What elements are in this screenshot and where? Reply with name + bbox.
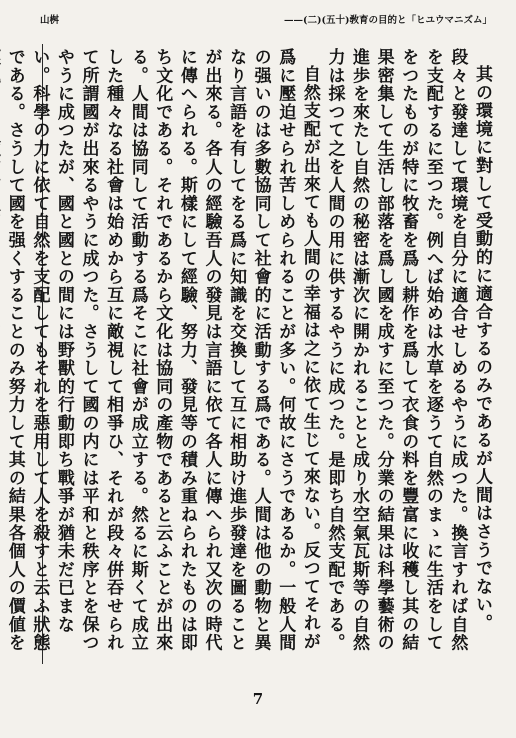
- body-text: [4, 48, 494, 658]
- paragraph: 自然支配が出來ても人間の幸福は之に依て生じて來ない。反つてそれが爲に壓迫せられ苦しめられることが多い。何故にさうであるか。一般人間の强いのは多數協同して社會的に活動する爲である。人間は他の動物と異なり言語を有してをる爲に知識を交換して互に相助け進歩發達を圖ることが出來る。各人の經驗吾人の發見は言語に依て各人に傳へられ又次の時代に傳へられる。斯樣にして經驗、努力、發見等の積み重ねられたものは即ち文化である。それであるから文化は協同の產物であると云ふことが出來る。人間は協同して活動する爲そこに社會が成立する。然るに斯くて成立した種々なる社會は始めから互に敵視して相爭ひ、それが段々倂吞せられて所謂國が出來るやうに成つた。さうして國の内には平和と秩序とを保つやうに成つたが、國と國との間には野獸的行動即ち戰爭が猶未だ已まない。科學の力に依て自然を支配してもそれを惡用して人を殺すと云ふ狀態である。さうして國を强くすることのみ努力して其の結果各個人の價値を: [4, 48, 320, 652]
- paragraph: 其の環境に對して受動的に適合するのみであるが人間はさうでない。段々と發達して環境を自分に適合せしめるやうに成つた。換言すれば自然を支配するに至つた。例へば始めは水草を逐うて自然のまゝに生活をしてをつたものが特に牧畜を爲し耕作を爲して衣食の料を豐富に收穫し其の結果密集して生活し部落を爲し國を成すに至つた。分業の結果は科學藝術の進歩を來たし自然の秘密は漸次に開かれることと成り水空氣瓦斯等の自然力は採つて之を人間の用に供するやうに成つた。是即ち自然支配である。: [324, 48, 492, 652]
- page-number: 7: [252, 690, 264, 708]
- running-head: [40, 16, 492, 26]
- running-head-author: 山桝: [40, 15, 60, 26]
- running-head-title: ——(二)(五十)敎育の目的と「ヒユウマニズム」: [284, 15, 492, 26]
